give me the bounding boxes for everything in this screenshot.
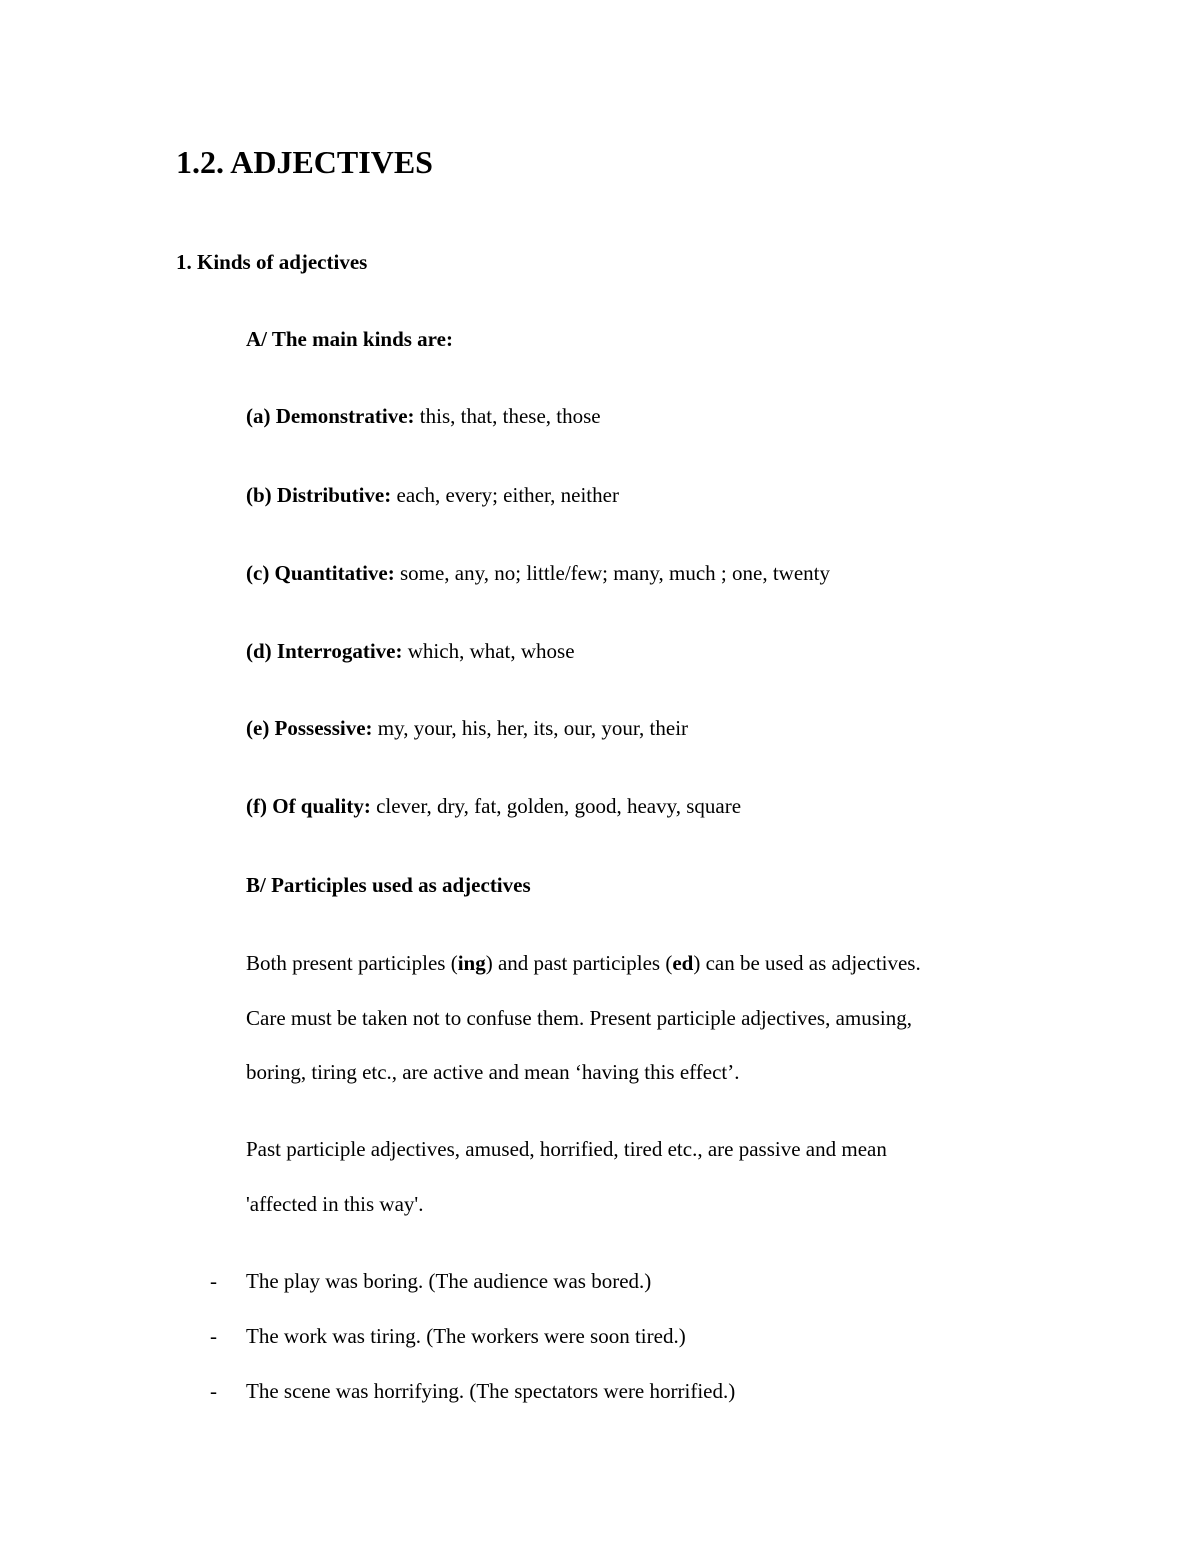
subsection-heading-a: A/ The main kinds are: bbox=[246, 327, 453, 351]
kind-examples: each, every; either, neither bbox=[391, 483, 619, 507]
paragraph-line bbox=[246, 948, 921, 978]
paragraph-text: ) and past participles ( bbox=[485, 951, 673, 975]
bullet-dash: - bbox=[210, 1379, 217, 1403]
paragraph-text: Both present participles ( bbox=[246, 951, 458, 975]
bullet-dash: - bbox=[210, 1324, 217, 1348]
paragraph-line: Past participle adjectives, amused, horrified, tired etc., are passive and mean bbox=[246, 1137, 887, 1161]
example-sentence: The scene was horrifying. (The spectators were horrified.) bbox=[246, 1379, 736, 1403]
paragraph-line: 'affected in this way'. bbox=[246, 1192, 424, 1216]
kind-examples: clever, dry, fat, golden, good, heavy, square bbox=[370, 794, 742, 818]
page-title: 1.2. ADJECTIVES bbox=[176, 144, 433, 180]
kind-label: (f) Of quality: bbox=[246, 794, 371, 818]
example-sentence: The play was boring. (The audience was bored.) bbox=[246, 1269, 652, 1293]
kind-label: (d) Interrogative: bbox=[246, 639, 403, 663]
bullet-dash: - bbox=[210, 1269, 217, 1293]
paragraph-line: Care must be taken not to confuse them. Present participle adjectives, amusing, bbox=[246, 1006, 912, 1030]
kind-item-interrogative bbox=[246, 636, 575, 666]
suffix-ing: ing bbox=[457, 951, 486, 975]
kind-examples: my, your, his, her, its, our, your, their bbox=[372, 716, 689, 740]
kind-item-of-quality bbox=[246, 791, 741, 821]
example-sentence: The work was tiring. (The workers were soon tired.) bbox=[246, 1324, 686, 1348]
kind-label: (e) Possessive: bbox=[246, 716, 373, 740]
paragraph-text: ) can be used as adjectives. bbox=[693, 951, 921, 975]
kind-label: (b) Distributive: bbox=[246, 483, 392, 507]
kind-examples: some, any, no; little/few; many, much ; one, twenty bbox=[394, 561, 830, 585]
kind-examples: this, that, these, those bbox=[414, 404, 601, 428]
kind-item-quantitative bbox=[246, 558, 830, 588]
kind-examples: which, what, whose bbox=[402, 639, 575, 663]
kind-item-distributive bbox=[246, 480, 619, 510]
section-heading: 1. Kinds of adjectives bbox=[176, 250, 368, 274]
subsection-heading-b: B/ Participles used as adjectives bbox=[246, 873, 531, 897]
paragraph-line: boring, tiring etc., are active and mean ‘having this effect’. bbox=[246, 1060, 740, 1084]
kind-label: (a) Demonstrative: bbox=[246, 404, 415, 428]
kind-item-demonstrative bbox=[246, 401, 601, 431]
kind-item-possessive bbox=[246, 713, 688, 743]
suffix-ed: ed bbox=[672, 951, 694, 975]
kind-label: (c) Quantitative: bbox=[246, 561, 395, 585]
